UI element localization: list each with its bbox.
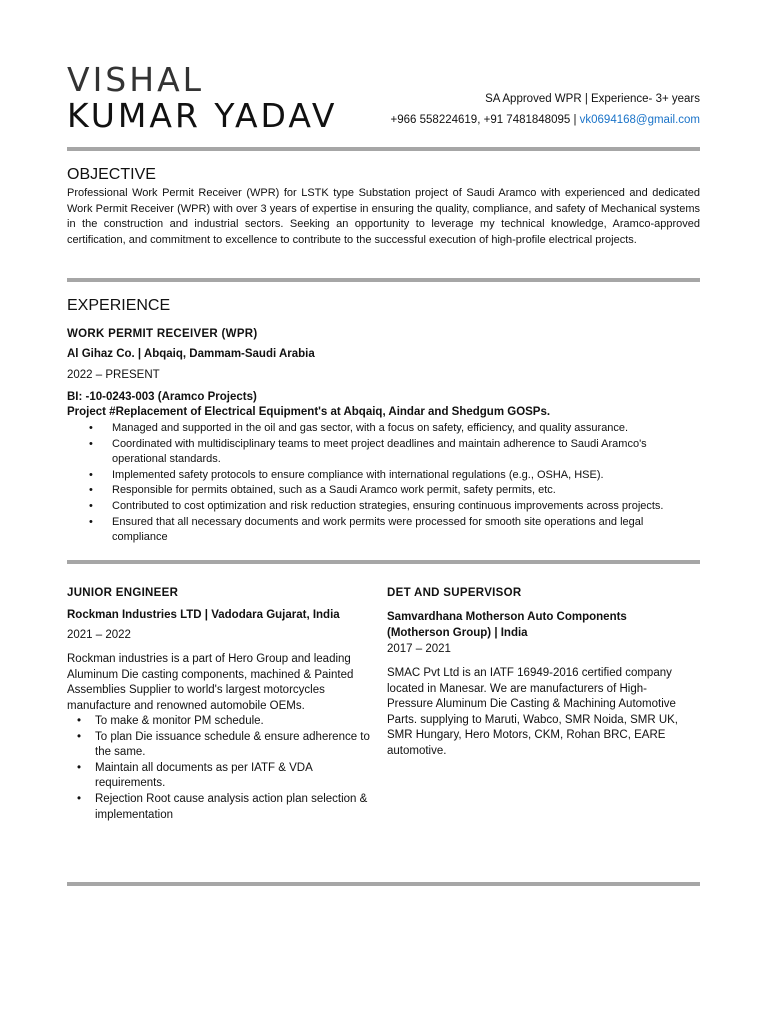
contact-line (391, 110, 700, 131)
list-item: • Coordinated with multidisciplinary teams to meet project deadlines and maintain adherence to Saudi Aramco's operational standards. (67, 437, 700, 468)
job3-dates: 2017 – 2021 (387, 643, 451, 655)
job1-bullet-list (67, 421, 700, 546)
list-item: • Maintain all documents as per IATF & VDA requirements. (67, 761, 372, 792)
job3-title: DET AND SUPERVISOR (387, 587, 522, 599)
job2-company: Rockman Industries LTD | Vadodara Gujarat, India (67, 609, 340, 621)
list-item: • To plan Die issuance schedule & ensure adherence to the same. (67, 730, 372, 761)
job1-dates: 2022 – PRESENT (67, 369, 160, 381)
phone-numbers: +966 558224619, +91 7481848095 | (390, 114, 580, 126)
divider-top (67, 147, 700, 151)
job3-company: Samvardhana Motherson Auto Components (Motherson Group) | India (387, 611, 627, 639)
job1-company: Al Gihaz Co. | Abqaiq, Dammam-Saudi Arabia (67, 348, 315, 360)
tagline: SA Approved WPR | Experience- 3+ years (485, 93, 700, 105)
list-item: • Responsible for permits obtained, such as a Saudi Aramco work permit, safety permits, etc. (67, 483, 700, 499)
job1-project: Project #Replacement of Electrical Equipment's at Abqaiq, Aindar and Shedgum GOSPs. (67, 406, 551, 418)
objective-title: OBJECTIVE (67, 166, 156, 183)
divider-objective (67, 278, 700, 282)
list-item: • To make & monitor PM schedule. (67, 714, 372, 730)
list-item: • Ensured that all necessary documents and work permits were processed for smooth site operations and legal compliance (67, 515, 700, 546)
list-item: • Implemented safety protocols to ensure compliance with international regulations (e.g., OSHA, HSE). (67, 468, 700, 484)
divider-bottom (67, 882, 700, 886)
divider-experience (67, 560, 700, 564)
job1-bi: BI: -10-0243-003 (Aramco Projects) (67, 391, 257, 403)
job2-dates: 2021 – 2022 (67, 629, 131, 641)
last-name: KUMAR YADAV (67, 96, 338, 135)
job2-description: Rockman industries is a part of Hero Group and leading Aluminum Die casting components, machined & Painted Assemblies Supplier to world's largest motorcycles manufacture and renowned automobile OEMs. (67, 653, 354, 712)
job1-title: WORK PERMIT RECEIVER (WPR) (67, 328, 258, 340)
list-item: • Rejection Root cause analysis action plan selection & implementation (67, 792, 372, 823)
job2-bullet-list (67, 714, 372, 823)
list-item: • Managed and supported in the oil and gas sector, with a focus on safety, efficiency, and quality assurance. (67, 421, 700, 437)
first-name: VISHAL (67, 60, 205, 99)
experience-title: EXPERIENCE (67, 297, 171, 314)
job3-description: SMAC Pvt Ltd is an IATF 16949-2016 certified company located in Manesar. We are manufacturers of High-Pressure Aluminum Die Casting & Machining Automotive Parts. supplying to Maruti, Wabco, SMR Noida, SMR UK, SMR Hungary, Hero Motors, CKM, Rohan BRC, EARE automotive. (387, 667, 679, 757)
contact-block (391, 89, 700, 131)
list-item: • Contributed to cost optimization and risk reduction strategies, ensuring continuous improvements across projects. (67, 499, 700, 515)
job2-title: JUNIOR ENGINEER (67, 587, 179, 599)
email-link[interactable]: vk0694168@gmail.com (579, 114, 700, 126)
objective-text: Professional Work Permit Receiver (WPR) for LSTK type Substation project of Saudi Aramco with experienced and dedicated Work Permit Receiver (WPR) with over 3 years of expertise in ensuring the quality, compliance, and safety of Mechanical systems in the construction and industrial sectors. Seeking an opportunity to leverage my technical knowledge, Aramco-approved certification, and commitment to excellence to contribute to the successful execution of high-profile electrical projects. (67, 187, 700, 246)
